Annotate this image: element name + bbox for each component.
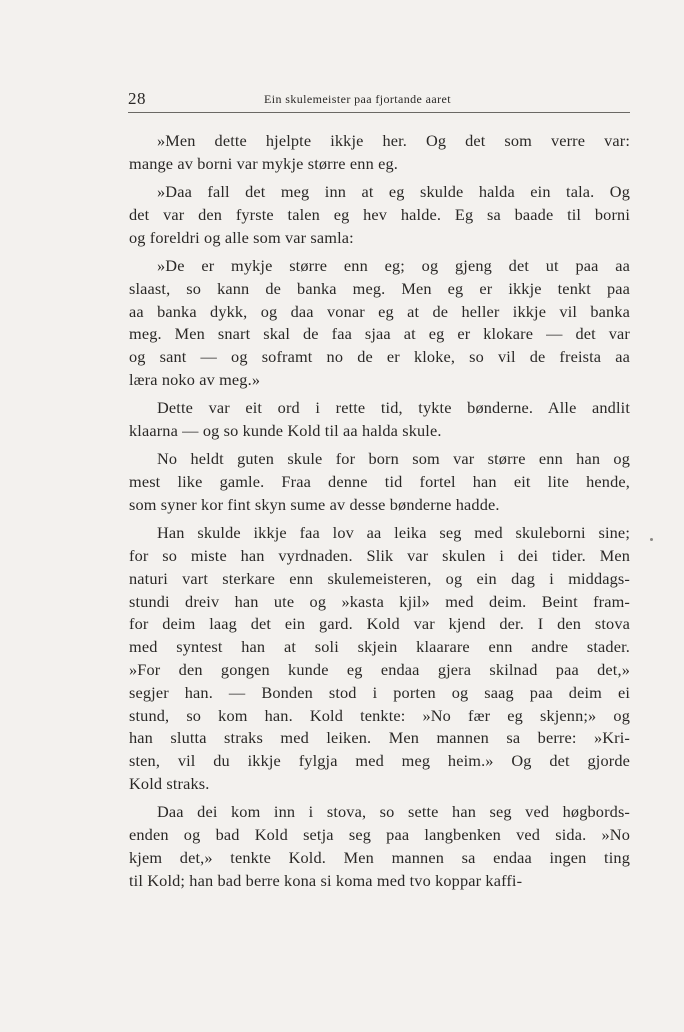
text-line: med syntest han at soli skjein klaarare enn andre stader.: [129, 637, 630, 657]
text-line: naturi vart sterkare enn skulemeisteren, og ein dag i middags-: [129, 568, 630, 588]
paragraph: [129, 397, 630, 443]
text-line: for so miste han vyrdnaden. Slik var skulen i dei tider. Men: [129, 546, 630, 566]
text-line: det var den fyrste talen eg hev halde. Eg sa baade til borni: [129, 204, 630, 224]
text-line: Han skulde ikkje faa lov aa leika seg med skuleborni sine;: [157, 523, 630, 543]
paragraph: [129, 130, 630, 176]
text-line: »For den gongen kunde eg endaa gjera skilnad paa det,»: [129, 660, 630, 680]
text-line: mest like gamle. Fraa denne tid fortel han eit lite hende,: [129, 472, 630, 492]
text-line: No heldt guten skule for born som var større enn han og: [157, 449, 630, 469]
paragraph: [129, 801, 630, 892]
text-line: stund, so kom han. Kold tenkte: »No fær eg skjenn;» og: [129, 705, 630, 725]
text-line: han slutta straks med leiken. Men mannen sa berre: »Kri-: [129, 728, 630, 748]
text-line: klaarna — og so kunde Kold til aa halda skule.: [129, 421, 442, 441]
text-line: sten, vil du ikkje fylgja med meg heim.» Og det gjorde: [129, 751, 630, 771]
text-line: aa banka dykk, og daa vonar eg at de heller ikkje vil banka: [129, 301, 630, 321]
text-line: Dette var eit ord i rette tid, tykte bønderne. Alle andlit: [157, 398, 630, 418]
running-head: [128, 88, 630, 113]
text-line: »Daa fall det meg inn at eg skulde halda ein tala. Og: [157, 182, 630, 202]
text-line: segjer han. — Bonden stod i porten og saag paa deim ei: [129, 682, 630, 702]
text-line: enden og bad Kold setja seg paa langbenken ved sida. »No: [129, 825, 630, 845]
page-number: 28: [128, 89, 146, 108]
text-line: og sant — og soframt no de er kloke, so vil de freista aa: [129, 347, 630, 367]
text-line: »De er mykje større enn eg; og gjeng det ut paa aa: [157, 255, 630, 275]
text-line: mange av borni var mykje større enn eg.: [129, 153, 398, 173]
text-line: stundi dreiv han ute og »kasta kjil» med deim. Beint fram-: [129, 591, 630, 611]
text-line: Kold straks.: [129, 774, 210, 794]
text-line: »Men dette hjelpte ikkje her. Og det som verre var:: [157, 131, 630, 150]
text-line: for deim laag det ein gard. Kold var kjend der. I den stova: [129, 614, 630, 634]
body-text: [129, 130, 630, 898]
text-line: læra noko av meg.»: [129, 369, 261, 389]
text-line: slaast, so kann de banka meg. Men eg er ikkje tenkt paa: [129, 278, 630, 298]
text-line: til Kold; han bad berre kona si koma med tvo koppar kaffi-: [129, 870, 523, 890]
paragraph: [129, 448, 630, 516]
text-line: kjem det,» tenkte Kold. Men mannen sa endaa ingen ting: [129, 847, 630, 867]
paragraph: [129, 255, 630, 392]
running-title: Ein skulemeister paa fjortande aaret: [264, 92, 451, 106]
text-line: og foreldri og alle som var samla:: [129, 227, 354, 247]
paragraph: [129, 181, 630, 249]
text-line: som syner kor fint skyn sume av desse bønderne hadde.: [129, 494, 500, 514]
text-line: Daa dei kom inn i stova, so sette han seg ved høgbords-: [157, 802, 630, 822]
page-speck: [650, 538, 653, 541]
text-line: meg. Men snart skal de faa sjaa at eg er klokare — det var: [129, 324, 630, 344]
paragraph: [129, 522, 630, 796]
